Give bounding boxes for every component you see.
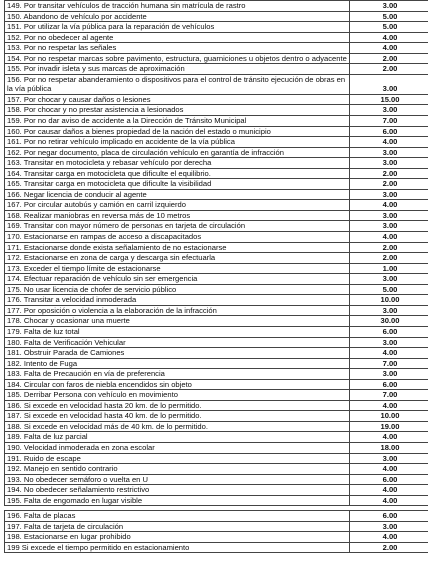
fine-amount: 4.00 (350, 137, 428, 148)
fine-amount: 4.00 (350, 432, 428, 443)
fine-amount: 3.00 (350, 521, 428, 532)
infraction-description: 174. Efectuar reparación de vehículo sin ser emergencia (5, 274, 350, 285)
infraction-description: 195. Falta de engomado en lugar visible (5, 495, 350, 506)
infraction-description: 169. Transitar con mayor número de personas en tarjeta de circulación (5, 221, 350, 232)
fine-amount: 3.00 (350, 274, 428, 285)
fine-amount: 7.00 (350, 358, 428, 369)
fine-amount: 2.00 (350, 253, 428, 264)
fine-amount: 4.00 (350, 200, 428, 211)
fine-amount: 6.00 (350, 126, 428, 137)
table-row (5, 442, 428, 453)
infraction-description: 156. Por no respetar abanderamiento o dispositivos para el control de tránsito ejecución de obras en la vía pública (5, 74, 350, 94)
infraction-description: 168. Realizar maniobras en reversa más de 10 metros (5, 210, 350, 221)
fine-amount: 15.00 (350, 94, 428, 105)
fines-schedule-page (4, 0, 428, 553)
infraction-description: 154. Por no respetar marcas sobre pavimento, estructura, guarniciones u objetos dentro o adyacente (5, 53, 350, 64)
table-row (5, 521, 428, 532)
infraction-description: 186. Si excede en velocidad hasta 20 km. de lo permitido. (5, 400, 350, 411)
infraction-description: 191. Ruido de escape (5, 453, 350, 464)
table-row (5, 358, 428, 369)
fine-amount: 3.00 (350, 74, 428, 94)
table-row (5, 316, 428, 327)
fine-amount: 2.00 (350, 168, 428, 179)
fine-amount: 4.00 (350, 485, 428, 496)
table-row (5, 179, 428, 190)
infraction-description: 182. Intento de Fuga (5, 358, 350, 369)
fine-amount: 4.00 (350, 532, 428, 543)
infraction-description: 171. Estacionarse donde exista señalamiento de no estacionarse (5, 242, 350, 253)
fine-amount: 2.00 (350, 53, 428, 64)
infraction-description: 179. Falta de luz total (5, 326, 350, 337)
fine-amount: 6.00 (350, 326, 428, 337)
fine-amount: 5.00 (350, 284, 428, 295)
fine-amount: 1.00 (350, 263, 428, 274)
fine-amount: 6.00 (350, 379, 428, 390)
table-row (5, 284, 428, 295)
infraction-description: 163. Transitar en motocicleta y rebasar vehículo por derecha (5, 158, 350, 169)
infraction-description: 190. Velocidad inmoderada en zona escolar (5, 442, 350, 453)
infraction-description: 161. Por no retirar vehículo implicado en accidente de la vía pública (5, 137, 350, 148)
fine-amount: 5.00 (350, 22, 428, 33)
table-row (5, 390, 428, 401)
fine-amount: 10.00 (350, 295, 428, 306)
fine-amount: 3.00 (350, 158, 428, 169)
infraction-description: 152. Por no obedecer al agente (5, 32, 350, 43)
fine-amount: 3.00 (350, 189, 428, 200)
infraction-description: 159. Por no dar aviso de accidente a la Dirección de Tránsito Municipal (5, 116, 350, 127)
infraction-description: 175. No usar licencia de chofer de servicio público (5, 284, 350, 295)
infraction-description: 183. Falta de Precaución en vía de preferencia (5, 369, 350, 380)
infraction-description: 196. Falta de placas (5, 511, 350, 522)
fine-amount: 2.00 (350, 542, 428, 553)
table-row (5, 147, 428, 158)
fine-amount: 30.00 (350, 316, 428, 327)
fine-amount: 4.00 (350, 400, 428, 411)
fine-amount: 19.00 (350, 421, 428, 432)
fine-amount: 4.00 (350, 43, 428, 54)
fine-amount: 10.00 (350, 411, 428, 422)
infraction-description: 184. Circular con faros de niebla encendidos sin objeto (5, 379, 350, 390)
fine-amount: 3.00 (350, 1, 428, 12)
fine-amount: 4.00 (350, 232, 428, 243)
infraction-description: 150. Abandono de vehículo por accidente (5, 11, 350, 22)
table-row (5, 200, 428, 211)
table-row (5, 411, 428, 422)
table-row (5, 53, 428, 64)
table-row (5, 348, 428, 359)
fine-amount: 2.00 (350, 242, 428, 253)
table-row (5, 542, 428, 553)
table-row (5, 274, 428, 285)
infraction-description: 192. Manejo en sentido contrario (5, 464, 350, 475)
table-row (5, 74, 428, 94)
fine-amount: 3.00 (350, 210, 428, 221)
infraction-description: 198. Estacionarse en lugar prohibido (5, 532, 350, 543)
table-row (5, 295, 428, 306)
infraction-description: 185. Derribar Persona con vehículo en movimiento (5, 390, 350, 401)
table-row (5, 305, 428, 316)
table-row (5, 263, 428, 274)
infraction-description: 177. Por oposición o violencia a la elaboración de la infracción (5, 305, 350, 316)
infraction-description: 172. Estacionarse en zona de carga y descarga sin efectuarla (5, 253, 350, 264)
infraction-description: 162. Por negar documento, placa de circulación vehículo en garantía de infracción (5, 147, 350, 158)
table-row (5, 43, 428, 54)
table-row (5, 64, 428, 75)
infraction-description: 181. Obstruir Parada de Camiones (5, 348, 350, 359)
table-row (5, 253, 428, 264)
infraction-description: 153. Por no respetar las señales (5, 43, 350, 54)
fine-amount: 6.00 (350, 474, 428, 485)
table-row (5, 495, 428, 506)
table-row (5, 32, 428, 43)
infraction-description: 167. Por circular autobús y camión en carril izquierdo (5, 200, 350, 211)
fine-amount: 4.00 (350, 464, 428, 475)
table-row (5, 421, 428, 432)
table-row (5, 532, 428, 543)
fine-amount: 3.00 (350, 105, 428, 116)
infraction-description: 157. Por chocar y causar daños o lesiones (5, 94, 350, 105)
fine-amount: 6.00 (350, 511, 428, 522)
table-row (5, 369, 428, 380)
table-row (5, 221, 428, 232)
fine-amount: 3.00 (350, 221, 428, 232)
infraction-description: 164. Transitar carga en motocicleta que dificulte el equilibrio. (5, 168, 350, 179)
fine-amount: 7.00 (350, 390, 428, 401)
infraction-description: 178. Chocar y ocasionar una muerte (5, 316, 350, 327)
fines-table-continuation-body (5, 511, 428, 553)
fines-table (4, 0, 428, 506)
infraction-description: 149. Por transitar vehículos de tracción humana sin matrícula de rastro (5, 1, 350, 12)
table-row (5, 337, 428, 348)
fine-amount: 3.00 (350, 305, 428, 316)
infraction-description: 180. Falta de Verificación Vehicular (5, 337, 350, 348)
table-row (5, 210, 428, 221)
fine-amount: 4.00 (350, 32, 428, 43)
table-row (5, 126, 428, 137)
table-row (5, 326, 428, 337)
fine-amount: 18.00 (350, 442, 428, 453)
infraction-description: 166. Negar licencia de conducir al agente (5, 189, 350, 200)
table-row (5, 94, 428, 105)
table-row (5, 485, 428, 496)
fine-amount: 4.00 (350, 348, 428, 359)
fine-amount: 2.00 (350, 64, 428, 75)
table-row (5, 453, 428, 464)
fine-amount: 2.00 (350, 179, 428, 190)
fine-amount: 4.00 (350, 495, 428, 506)
table-row (5, 22, 428, 33)
table-row (5, 116, 428, 127)
infraction-description: 199 Si excede el tiempo permitido en estacionamiento (5, 542, 350, 553)
table-row (5, 137, 428, 148)
table-row (5, 105, 428, 116)
infraction-description: 173. Exceder el tiempo límite de estacionarse (5, 263, 350, 274)
table-row (5, 189, 428, 200)
fine-amount: 3.00 (350, 337, 428, 348)
infraction-description: 194. No obedecer señalamiento restrictivo (5, 485, 350, 496)
table-row (5, 464, 428, 475)
infraction-description: 151. Por utilizar la vía pública para la reparación de vehículos (5, 22, 350, 33)
fine-amount: 3.00 (350, 369, 428, 380)
infraction-description: 176. Transitar a velocidad inmoderada (5, 295, 350, 306)
table-row (5, 11, 428, 22)
fine-amount: 3.00 (350, 453, 428, 464)
infraction-description: 158. Por chocar y no prestar asistencia a lesionados (5, 105, 350, 116)
fine-amount: 3.00 (350, 147, 428, 158)
fine-amount: 5.00 (350, 11, 428, 22)
infraction-description: 165. Transitar carga en motocicleta que dificulte la visibilidad (5, 179, 350, 190)
table-row (5, 242, 428, 253)
fines-table-body (5, 1, 428, 506)
infraction-description: 188. Si excede en velocidad más de 40 km. de lo permitido. (5, 421, 350, 432)
table-row (5, 379, 428, 390)
infraction-description: 170. Estacionarse en rampas de acceso a discapacitados (5, 232, 350, 243)
infraction-description: 160. Por causar daños a bienes propiedad de la nación del estado o municipio (5, 126, 350, 137)
table-row (5, 158, 428, 169)
table-row (5, 1, 428, 12)
fine-amount: 7.00 (350, 116, 428, 127)
infraction-description: 197. Falta de tarjeta de circulación (5, 521, 350, 532)
fines-table-continuation (4, 510, 428, 553)
table-row (5, 511, 428, 522)
table-row (5, 168, 428, 179)
infraction-description: 187. Si excede en velocidad hasta 40 km. de lo permitido. (5, 411, 350, 422)
infraction-description: 155. Por invadir isleta y sus marcas de aproximación (5, 64, 350, 75)
table-row (5, 400, 428, 411)
infraction-description: 193. No obedecer semáforo o vuelta en U (5, 474, 350, 485)
infraction-description: 189. Falta de luz parcial (5, 432, 350, 443)
table-row (5, 232, 428, 243)
table-row (5, 432, 428, 443)
table-row (5, 474, 428, 485)
